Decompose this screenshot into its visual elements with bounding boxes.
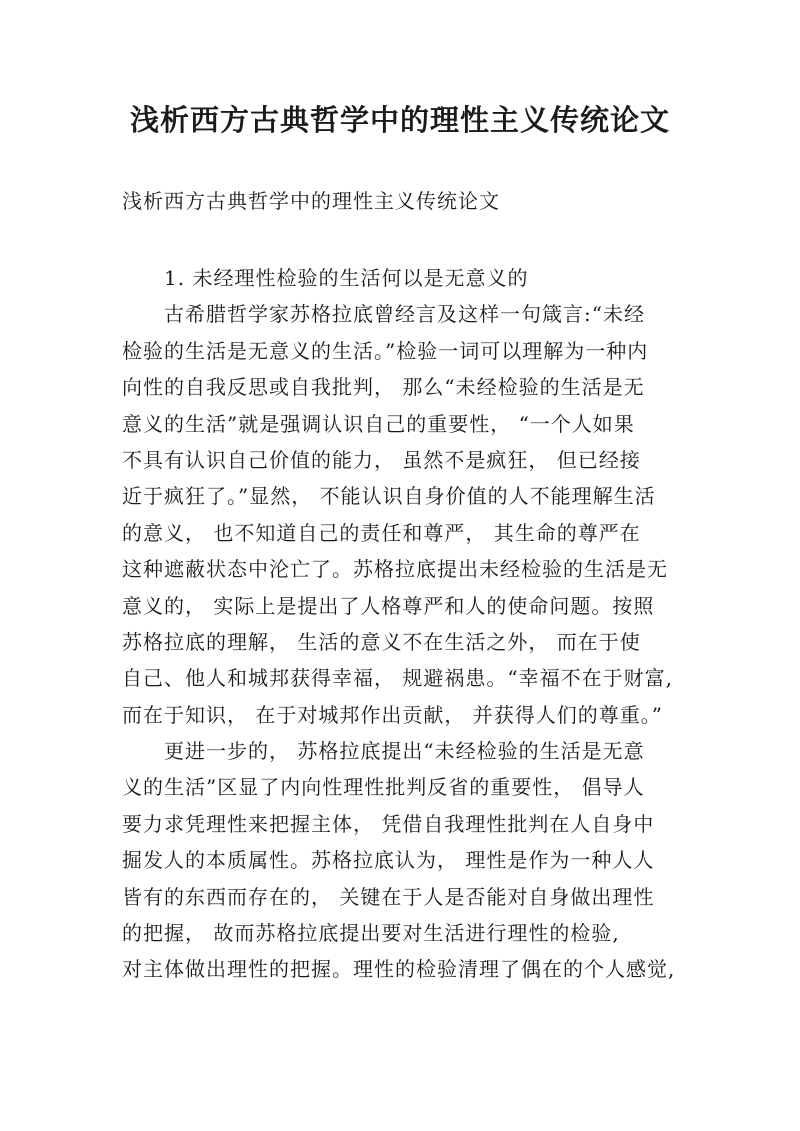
document-body xyxy=(122,260,682,988)
paragraph-line: 更进一步的， 苏格拉底提出“未经检验的生活是无意 xyxy=(164,739,645,764)
paragraph-line: 苏格拉底的理解， 生活的意义不在生活之外， 而在于使 xyxy=(122,629,641,654)
document-title: 浅析西方古典哲学中的理性主义传统论文 xyxy=(129,103,670,137)
paragraph-line: 义的生活”区显了内向性理性批判反省的重要性， 倡导人 xyxy=(122,775,645,800)
paragraph-line: 这种遮蔽状态中沦亡了。苏格拉底提出未经检验的生活是无 xyxy=(122,557,668,582)
paragraph-line: 不具有认识自己价值的能力， 虽然不是疯狂， 但已经接 xyxy=(122,447,641,472)
paragraph-line: 掘发人的本质属性。苏格拉底认为， 理性是作为一种人人 xyxy=(122,848,655,873)
paragraph-line: 检验的生活是无意义的生活。”检验一词可以理解为一种内 xyxy=(122,338,649,363)
paragraph-line: 自己、他人和城邦获得幸福， 规避祸患。“幸福不在于财富, xyxy=(122,666,673,691)
paragraph-line: 要力求凭理性来把握主体， 凭借自我理性批判在人自身中 xyxy=(122,811,655,836)
section-heading: 1. 未经理性检验的生活何以是无意义的 xyxy=(164,266,529,290)
paragraph-line: 对主体做出理性的把握。理性的检验清理了偶在的个人感觉, xyxy=(122,957,676,982)
paragraph-line: 的意义， 也不知道自己的责任和尊严， 其生命的尊严在 xyxy=(122,520,641,545)
paragraph-line: 意义的， 实际上是提出了人格尊严和人的使命问题。按照 xyxy=(122,593,655,618)
paragraph-line: 皆有的东西而存在的， 关键在于人是否能对自身做出理性 xyxy=(122,884,655,909)
document-subtitle: 浅析西方古典哲学中的理性主义传统论文 xyxy=(122,189,500,213)
paragraph-line: 而在于知识， 在于对城邦作出贡献， 并获得人们的尊重。” xyxy=(122,702,663,727)
paragraph-line: 近于疯狂了。”显然， 不能认识自身价值的人不能理解生活 xyxy=(122,484,656,509)
paragraph-line: 的把握， 故而苏格拉底提出要对生活进行理性的检验, xyxy=(122,921,620,946)
paragraph-line: 意义的生活”就是强调认识自己的重要性， “一个人如果 xyxy=(122,411,635,436)
paragraph-line: 向性的自我反思或自我批判， 那么“未经检验的生活是无 xyxy=(122,375,645,400)
paragraph-line: 古希腊哲学家苏格拉底曾经言及这样一句箴言:“未经 xyxy=(164,302,645,327)
